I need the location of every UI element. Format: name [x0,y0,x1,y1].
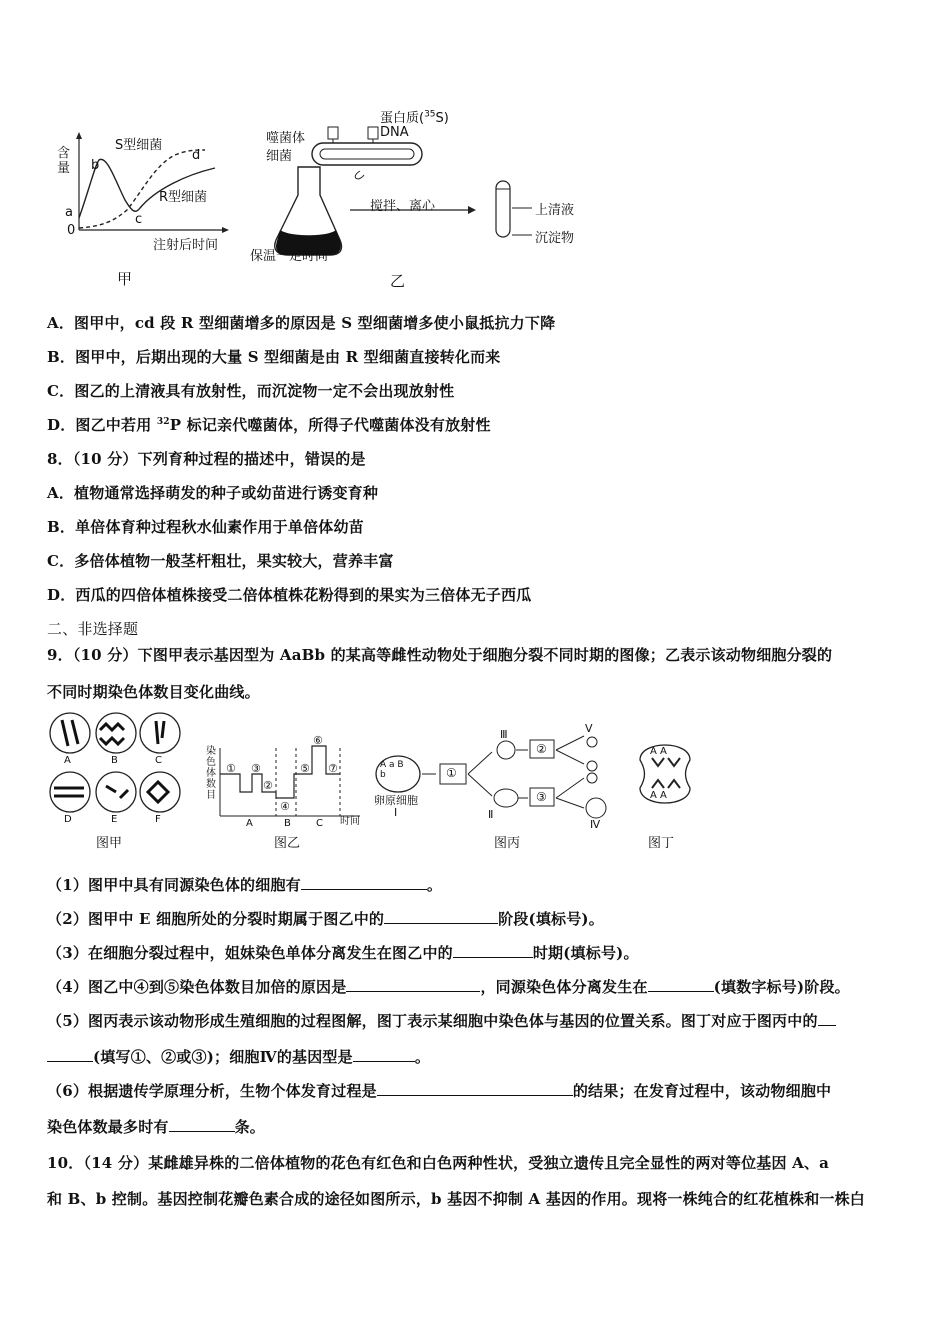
q9-p5-text: （5）图丙表示该动物形成生殖细胞的过程图解，图丁表示某细胞中染色体与基因的位置关系。图丁对应于图丙中的 [47,1012,818,1030]
yi-phage-label: 噬菌体 [266,131,306,146]
fig-ding-caption: 图丁 [648,836,675,851]
jia-r-curve-label: R型细菌 [159,190,208,205]
ding-genes-top: A A [650,746,667,757]
bing-step-3: ③ [536,790,547,804]
yi-stage-1: ① [226,762,236,775]
fig-bing-caption: 图丙 [494,836,521,851]
yi-stage-2: ② [263,779,273,792]
q8-option-d: D．西瓜的四倍体植株接受二倍体植株花粉得到的果实为三倍体无子西瓜 [47,586,532,604]
jia-point-a: a [65,205,73,220]
cell-a-label: A [64,755,71,766]
yi-incubate-label: 保温一定时间 [250,249,329,264]
yi-protein-tail: S) [435,111,449,126]
q9-p6-mid: 的结果；在发育过程中，该动物细胞中 [572,1082,832,1100]
jia-x-label: 注射后时间 [153,238,219,253]
bing-step-1: ① [446,766,457,780]
q9-p1-end: 。 [426,876,443,894]
bing-oocyte-label: 卵原细胞 [374,794,418,807]
bing-IV-label: Ⅳ [590,818,601,831]
figure-yi [250,105,600,295]
section-heading: 二、非选择题 [47,620,139,638]
answer-blank[interactable] [818,1011,836,1026]
cell-d-label: D [64,814,72,825]
yi-protein-text: 蛋白质( [380,111,425,126]
answer-blank[interactable] [648,977,714,992]
q10-line-2: 和 B、b 控制。基因控制花瓣色素合成的途径如图所示，b 基因不抑制 A 基因的作用。现将一株纯合的红花植株和一株白 [47,1190,866,1208]
yi-x-mark-a: A [246,818,253,829]
jia-point-b: b [91,158,100,173]
yi-protein-iso: 35 [424,109,436,120]
q8-option-b: B．单倍体育种过程秋水仙素作用于单倍体幼苗 [47,518,364,536]
yi-x-mark-c: C [316,818,323,829]
yi-stage-6: ⑥ [313,734,323,747]
ding-genes-bottom: A A [650,790,667,801]
q9-p4-mid: ，同源染色体分离发生在 [480,978,648,996]
answer-blank[interactable] [169,1117,235,1132]
yi-x-mark-b: B [284,818,291,829]
q9-p2-end: 阶段(填标号)。 [498,910,604,928]
bing-I-label: Ⅰ [394,806,398,819]
answer-blank[interactable] [353,1047,415,1062]
bing-V-label: Ⅴ [585,722,593,735]
yi-caption: 乙 [390,272,406,290]
q7-d-after: P 标记亲代噬菌体，所得子代噬菌体没有放射性 [169,416,491,434]
yi-bacteria-label: 细菌 [266,149,293,164]
q9-figure-svg [44,708,904,850]
q9-p5-mid: (填写①、②或③)；细胞Ⅳ的基因型是 [93,1048,353,1066]
fig-yi-caption: 图乙 [274,836,301,851]
q9-p6-end: 条。 [234,1118,266,1136]
q9-p4-end: (填数字标号)阶段。 [713,978,850,996]
q9-stem-2: 不同时期染色体数目变化曲线。 [47,683,260,701]
q9-p4-text: （4）图乙中④到⑤染色体数目加倍的原因是 [47,978,347,996]
q9-p5-end: 。 [414,1048,431,1066]
bing-step-2: ② [536,742,547,756]
q9-part-6-line1 [47,1080,831,1101]
bing-III-label: Ⅲ [500,728,508,741]
answer-blank[interactable] [384,909,498,924]
q7-option-b: B．图甲中，后期出现的大量 S 型细菌是由 R 型细菌直接转化而来 [47,348,501,366]
q7-option-a: A．图甲中，cd 段 R 型细菌增多的原因是 S 型细菌增多使小鼠抵抗力下降 [47,314,556,332]
yi-stage-4: ④ [280,800,290,813]
yi-sediment-label: 沉淀物 [535,231,575,246]
q8-option-a: A．植物通常选择萌发的种子或幼苗进行诱变育种 [47,484,379,502]
q9-part-5-line1 [47,1010,836,1031]
q7-option-d [47,414,491,435]
q9-p3-end: 时期(填标号)。 [532,944,639,962]
answer-blank[interactable] [377,1081,573,1096]
q9-part-3 [47,942,639,963]
answer-blank[interactable] [453,943,533,958]
q9-p6-text: （6）根据遗传学原理分析，生物个体发育过程是 [47,1082,377,1100]
jia-s-curve-label: S型细菌 [115,138,163,153]
yi-graph-ylabel: 染色体数目 [206,746,216,801]
q9-part-2 [47,908,604,929]
q8-stem: 8．（10 分）下列育种过程的描述中，错误的是 [47,450,366,468]
cell-c-label: C [155,755,162,766]
q9-p3-text: （3）在细胞分裂过程中，姐妹染色单体分离发生在图乙中的 [47,944,453,962]
q9-p1-text: （1）图甲中具有同源染色体的细胞有 [47,876,301,894]
bing-genes: A a B b [380,760,404,780]
q9-p6-text2: 染色体数最多时有 [47,1118,169,1136]
yi-dna-label: DNA [380,125,409,140]
yi-supernatant-label: 上清液 [535,203,575,218]
q9-stem-1: 9．（10 分）下图甲表示基因型为 AaBb 的某高等雌性动物处于细胞分裂不同时期的图像；乙表示该动物细胞分裂的 [47,646,833,664]
yi-stage-3: ③ [251,762,261,775]
q9-figures [44,708,904,850]
q7-option-c: C．图乙的上清液具有放射性，而沉淀物一定不会出现放射性 [47,382,455,400]
bing-II-label: Ⅱ [488,808,494,821]
jia-y-label: 含量 [57,146,71,176]
jia-point-c: c [135,212,143,227]
cell-b-label: B [111,755,118,766]
answer-blank[interactable] [47,1047,93,1062]
yi-stage-5: ⑤ [300,762,310,775]
yi-graph-xlabel: 时间 [340,816,360,827]
jia-caption: 甲 [117,270,133,288]
q9-p2-text: （2）图甲中 E 细胞所处的分裂时期属于图乙中的 [47,910,385,928]
figure-jia [55,120,255,295]
q9-part-1 [47,874,442,895]
jia-point-d: d [192,148,201,163]
q9-part-6-line2 [47,1116,265,1137]
yi-stage-7: ⑦ [328,762,338,775]
q7-d-iso: 32 [156,417,170,427]
yi-protein-label [380,107,449,126]
answer-blank[interactable] [346,977,480,992]
q9-part-4 [47,976,850,997]
fig-jia-caption: 图甲 [96,836,123,851]
q10-line-1: 10．（14 分）某雌雄异株的二倍体植物的花色有红色和白色两种性状，受独立遗传且完全显性的两对等位基因 A、a [47,1154,830,1172]
q7-d-before: D．图乙中若用 [47,416,157,434]
q9-part-5-line2 [47,1046,430,1067]
cell-e-label: E [111,814,118,825]
q8-option-c: C．多倍体植物一般茎杆粗壮，果实较大，营养丰富 [47,552,394,570]
jia-origin: 0 [67,223,76,238]
answer-blank[interactable] [301,875,427,890]
cell-f-label: F [155,814,161,825]
yi-stir-label: 搅拌、离心 [370,199,436,214]
